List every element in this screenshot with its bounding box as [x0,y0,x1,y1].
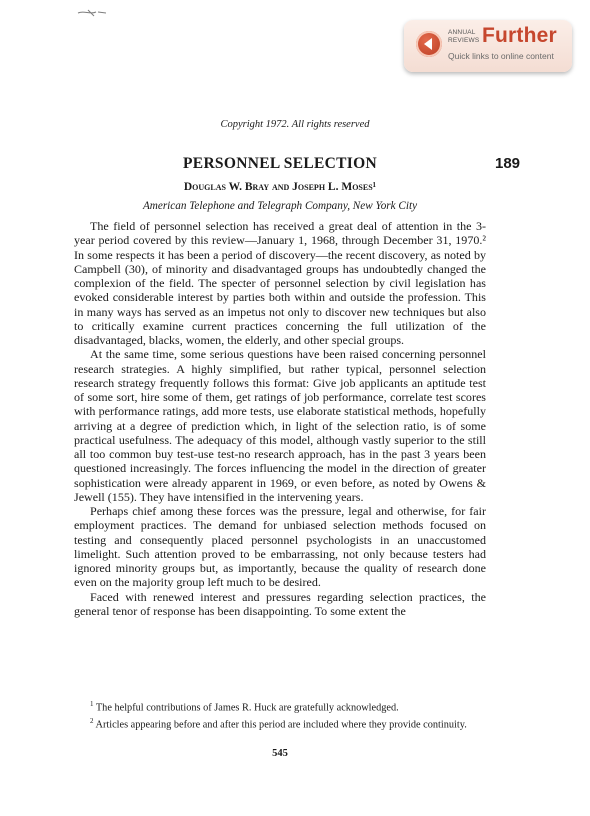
further-links-badge[interactable] [404,20,572,72]
body-paragraph: Faced with renewed interest and pressures regarding selection practices, the general tenor of response has been disappointing. To some extent the [74,589,486,618]
article-body [74,219,486,618]
copyright-line: Copyright 1972. All rights reserved [220,119,370,130]
further-brand-name: Further [482,24,557,47]
further-tagline: Quick links to online content [448,51,554,61]
footnote-mark: 2 [90,717,94,726]
footnotes [74,698,486,732]
footnote-mark: 1 [90,700,94,708]
footnote-text: The helpful contributions of James R. Huck are gratefully acknowledged. [95,702,399,714]
play-back-icon[interactable] [416,31,442,57]
footnote-text: Articles appearing before and after this period are included where they provide continuity. [95,719,467,731]
footnote [74,698,486,715]
body-paragraph: The field of personnel selection has received a great deal of attention in the 3-year period covered by this review—January 1, 1968, through December 31, 1970.² In some respects it has been a period of discovery—the recent discovery, as noted by Campbell (30), of minority and disadvantaged groups has undoubtedly changed the complexion of the field. The specter of personnel selection by civil legislation has evoked considerable interest by parties both within and outside the profession. This in many ways has served as an impetus not only to discover new techniques but also to critically examine current practices concerning the full utilization of the disadvantaged, blacks, women, the elderly, and other special groups. [74,219,486,347]
footnote [74,715,486,732]
author-affiliation: American Telephone and Telegraph Company, New York City [142,200,418,212]
body-paragraph: At the same time, some serious questions have been raised concerning personnel research strategies. A highly simplified, but rather typical, personnel selection research strategy frequently follows this format: Give job applicants an aptitude test of some sort, hire some of them, get ratings of job performance, correlate test scores with performance ratings, add more tests, use elaborate statistical methods, hopefully arriving at a degree of prediction which, in light of the selection ratio, is of some practical usefulness. The adequacy of this model, although vastly superior to the still all too common buy test-use test-no research approach, has in the past 3 years been questioned increasingly. The forces influencing the model in the direction of greater sophistication were already apparent in 1969, or even before, as noted by Owens & Jewell (155). They have intensified in the intervening years. [74,347,486,504]
article-authors: Douglas W. Bray and Joseph L. Moses¹ [183,181,377,193]
article-title: PERSONNEL SELECTION [183,155,377,172]
folio-page-number: 545 [272,748,288,759]
article-page-number: 189 [495,155,521,172]
scan-artifact-mark [76,4,116,22]
body-paragraph: Perhaps chief among these forces was the pressure, legal and otherwise, for fair employment practices. The demand for unbiased selection methods focused on testing and consequently placed personnel psychologists in an unaccustomed limelight. Such attention proved to be embarrassing, not only because testers had ignored minority groups but, as importantly, because the quality of research done even on the majority group left much to be desired. [74,504,486,590]
annual-reviews-brand: ANNUAL REVIEWS [448,29,480,44]
